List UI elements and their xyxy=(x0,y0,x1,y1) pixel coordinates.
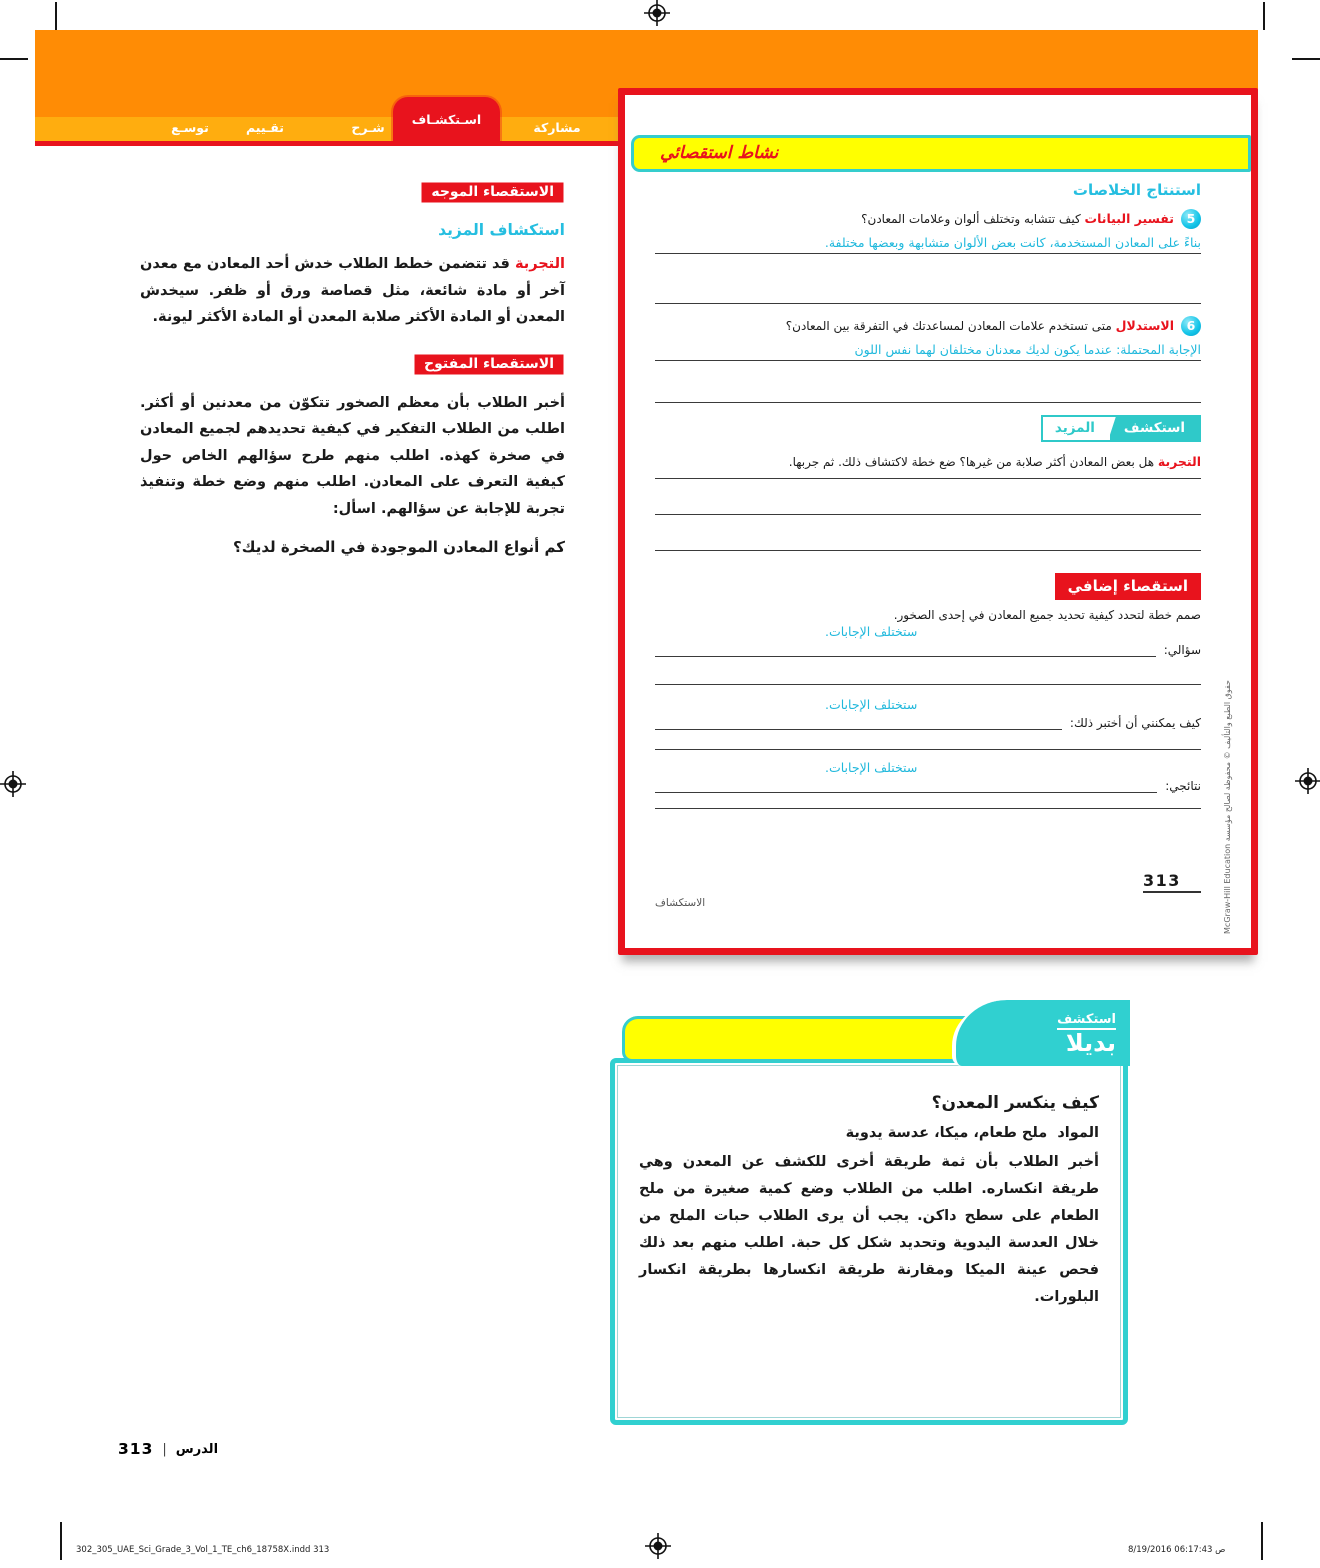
tab-explore-active: اسـتكشـاف xyxy=(393,97,500,141)
explore-badge-word1: استكشف xyxy=(1110,417,1199,440)
explore-more-text: هل بعض المعادن أكثر صلابة من غيرها؟ ضع خطة لاكتشاف ذلك. ثم جربها. xyxy=(788,455,1155,469)
materials-line xyxy=(639,1125,1099,1141)
explore-more-heading: استكشاف المزيد xyxy=(438,221,565,239)
answer-line xyxy=(655,359,1201,361)
experiment-label: التجربة xyxy=(514,256,565,272)
registration-mark-icon xyxy=(0,771,26,801)
answer-line xyxy=(655,513,1201,515)
answer-line xyxy=(655,401,1201,403)
crop-mark-right xyxy=(1292,58,1320,60)
my-question-row xyxy=(655,641,1201,657)
alternative-activity-title: كيف ينكسر المعدن؟ xyxy=(931,1093,1099,1113)
question-5-text xyxy=(861,209,1174,226)
explore-more-paragraph xyxy=(655,454,1201,469)
answers-vary-text: ستختلف الإجابات. xyxy=(825,760,918,775)
question-6-body: متى تستخدم علامات المعادن لمساعدتك في التفرقة بين المعادن؟ xyxy=(785,319,1112,333)
registration-mark-icon xyxy=(644,0,670,30)
footer-separator: | xyxy=(162,1441,167,1457)
question-5-number-badge: 5 xyxy=(1181,209,1201,229)
tab-engage: مشاركة xyxy=(533,120,581,135)
registration-mark-icon xyxy=(645,1533,671,1563)
tab-evaluate: تقـييم xyxy=(246,120,284,135)
registration-mark-icon xyxy=(1295,768,1320,798)
explore-alternative-tab xyxy=(952,1000,1130,1066)
crop-mark-top-left xyxy=(55,2,57,30)
header-red-rule xyxy=(35,141,618,146)
question-5-row xyxy=(655,209,1201,229)
write-on-line xyxy=(655,777,1157,793)
inquiry-activity-panel xyxy=(618,88,1258,955)
question-6-number-badge: 6 xyxy=(1181,316,1201,336)
materials-label: المواد xyxy=(1057,1125,1099,1141)
alternative-activity-body: أخبر الطلاب بأن ثمة طريقة أخرى للكشف عن المعدن وهي طريقة انكساره. اطلب من الطلاب وضع كمية صغيرة من ملح الطعام على سطح داكن. يجب أن يرى الطلاب حبات الملح من خلال العدسة اليدوية وتحديد شكل كل حبة. اطلب منهم بعد ذلك فحص عينة الميكا ومقارنة طريقة انكسارها بطريقة انكسار البلورات. xyxy=(639,1154,1099,1305)
how-test-label: كيف يمكنني أن أختبر ذلك: xyxy=(1069,716,1201,730)
teacher-notes-column xyxy=(140,181,565,556)
write-on-line xyxy=(655,641,1156,657)
tab-extend: توسـع xyxy=(171,120,209,135)
footer-lesson-label: الدرس xyxy=(175,1441,219,1457)
answer-line xyxy=(655,748,1201,750)
extra-inquiry-intro: صمم خطة لتحدد كيفية تحديد جميع المعادن في إحدى الصخور. xyxy=(893,608,1201,622)
open-inquiry-paragraph: أخبر الطلاب بأن معظم الصخور تتكوّن من معدنين أو أكثر. اطلب من الطلاب التفكير في كيفية تحديدهم لجميع المعادن في صخرة كهذه. اطلب منهم طرح سؤالهم الخاص حول كيفية التعرف على المعادن. اطلب منهم وضع خطة وتنفيذ تجربة للإجابة عن سؤالهم. اسأل: xyxy=(140,394,565,517)
guided-inquiry-text: قد تتضمن خطط الطلاب خدش أحد المعادن مع معدن آخر أو مادة شائعة، مثل قصاصة ورق أو ظفر. سيخدش المعدن أو المادة الأكثر صلابة المعدن أو المادة الأكثر ليونة. xyxy=(139,256,565,325)
copyright-vertical-text: حقوق الطبع والتأليف © محفوظة لصالح مؤسسة McGraw-Hill Education xyxy=(1223,680,1232,934)
tab-explain: شـرح xyxy=(351,120,385,135)
explore-more-badge xyxy=(1041,415,1201,442)
my-results-label: نتائجي: xyxy=(1165,779,1201,793)
open-inquiry-badge: الاستقصاء المفتوح xyxy=(413,353,565,376)
inquiry-question: كم أنواع المعادن الموجودة في الصخرة لديك؟ xyxy=(233,538,565,556)
print-file-info: 302_305_UAE_Sci_Grade_3_Vol_1_TE_ch6_18758X.indd 313 xyxy=(76,1545,330,1555)
inquiry-activity-banner: نشاط استقصائي xyxy=(631,135,1251,172)
panel-page-label: الاستكشاف xyxy=(655,897,706,909)
panel-page-number: 313 xyxy=(1143,871,1201,893)
answers-vary-text: ستختلف الإجابات. xyxy=(825,624,918,639)
answer-line xyxy=(655,807,1201,809)
materials-list: ملح طعام، ميكا، عدسة يدوية xyxy=(845,1125,1048,1141)
write-on-line xyxy=(655,714,1062,730)
interpret-data-label: تفسير البيانات xyxy=(1084,211,1174,226)
crop-mark-left xyxy=(0,58,28,60)
my-results-row xyxy=(655,777,1201,793)
footer-page-number: 313 xyxy=(118,1440,154,1458)
question-6-text xyxy=(786,316,1174,333)
alternative-activity-box xyxy=(610,1058,1128,1425)
answer-line xyxy=(655,302,1201,304)
extra-inquiry-badge: استقصاء إضافي xyxy=(1055,573,1201,600)
answer-line xyxy=(655,252,1201,254)
draw-conclusions-heading: استنتاج الخلاصات xyxy=(1072,181,1201,199)
alternative-activity-content xyxy=(615,1063,1123,1311)
guided-inquiry-badge: الاستقصاء الموجه xyxy=(420,181,565,204)
answers-vary-text: ستختلف الإجابات. xyxy=(825,697,918,712)
inquiry-panel-content xyxy=(655,95,1201,909)
question-5-answer: بناءً على المعادن المستخدمة، كانت بعض الألوان متشابهة وبعضها مختلفة. xyxy=(824,235,1201,250)
crop-mark-bottom-left xyxy=(60,1522,62,1560)
explore-badge-word2: المزيد xyxy=(1043,417,1107,440)
answers-vary-note xyxy=(655,760,1201,775)
crop-mark-bottom-right xyxy=(1261,1522,1263,1560)
answers-vary-note xyxy=(655,697,1201,712)
experiment-label: التجربة xyxy=(1157,454,1201,469)
alt-tab-word1: استكشف xyxy=(1057,1012,1116,1030)
answer-line xyxy=(655,549,1201,551)
answer-line xyxy=(655,683,1201,685)
crop-mark-top-right xyxy=(1263,2,1265,30)
how-test-row xyxy=(655,714,1201,730)
question-6-answer: الإجابة المحتملة: عندما يكون لديك معدنان مختلفان لهما نفس اللون xyxy=(854,342,1201,357)
print-datetime: 8/19/2016 06:17:43 ص xyxy=(1128,1545,1226,1555)
question-5-body: كيف تتشابه وتختلف ألوان وعلامات المعادن؟ xyxy=(861,212,1081,226)
answer-line xyxy=(655,477,1201,479)
answers-vary-note xyxy=(655,624,1201,639)
guided-inquiry-paragraph xyxy=(140,251,565,331)
my-question-label: سؤالي: xyxy=(1163,643,1201,657)
question-6-row xyxy=(655,316,1201,336)
explore-alternative-panel xyxy=(610,998,1130,1430)
lesson-footer xyxy=(118,1440,218,1458)
infer-label: الاستدلال xyxy=(1115,318,1174,333)
alt-tab-word2: بديلا xyxy=(1065,1029,1116,1057)
